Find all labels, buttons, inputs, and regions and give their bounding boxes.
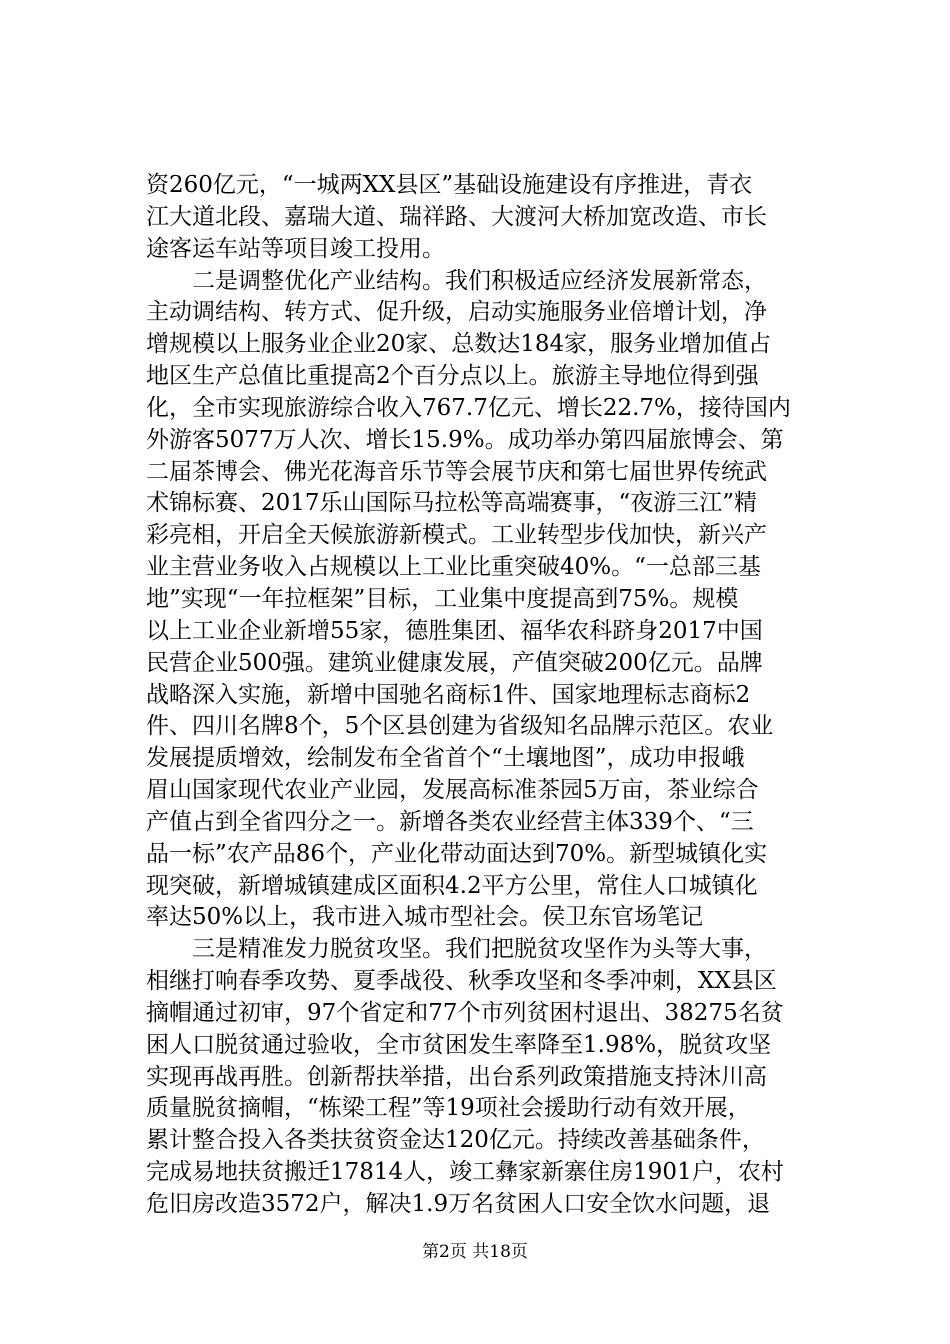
text-line: 困人口脱贫通过验收，全市贫困发生率降至1.98%，脱贫攻坚: [146, 1031, 772, 1058]
text-line: 术锦标赛、2017乐山国际马拉松等高端赛事，“夜游三江”精: [146, 490, 758, 517]
text-line: 产值占到全省四分之一。新增各类农业经营主体339个、“三: [146, 808, 754, 835]
text-line: 三是精准发力脱贫攻坚。我们把脱贫攻坚作为头等大事，: [146, 936, 767, 963]
text-line: 二届茶博会、佛光花海音乐节等会展节庆和第七届世界传统武: [146, 458, 767, 485]
text-line: 民营企业500强。建筑业健康发展，产值突破200亿元。品牌: [146, 649, 763, 676]
text-line: 现突破，新增城镇建成区面积4.2平方公里，常住人口城镇化: [146, 872, 758, 899]
text-line: 增规模以上服务业企业20家、总数达184家，服务业增加值占: [146, 331, 772, 358]
text-line: 率达50%以上，我市进入城市型社会。侯卫东官场笔记: [146, 904, 704, 931]
text-line: 江大道北段、嘉瑞大道、瑞祥路、大渡河大桥加宽改造、市长: [146, 203, 767, 230]
text-line: 二是调整优化产业结构。我们积极适应经济发展新常态，: [146, 267, 767, 294]
text-line: 发展提质增效，绘制发布全省首个“土壤地图”，成功申报峨: [146, 745, 745, 772]
page-footer: [0, 1240, 950, 1264]
text-line: 摘帽通过初审，97个省定和77个市列贫困村退出、38275名贫: [146, 999, 784, 1026]
text-line: 地”实现“一年拉框架”目标，工业集中度提高到75%。规模: [146, 585, 739, 612]
text-line: 以上工业企业新增55家，德胜集团、福华农科跻身2017中国: [146, 617, 763, 644]
text-line: 业主营业务收入占规模以上工业比重突破40%。“一总部三基: [146, 554, 761, 581]
text-line: 眉山国家现代农业产业园，发展高标准茶园5万亩，茶业综合: [146, 777, 759, 804]
text-line: 资260亿元，“一城两XX县区”基础设施建设有序推进，青衣: [146, 172, 753, 198]
text-line: 相继打响春季攻势、夏季战役、秋季攻坚和冬季冲刺，XX县区: [146, 968, 777, 995]
text-line: 途客运车站等项目竣工投用。: [146, 235, 445, 262]
text-line: 实现再战再胜。创新帮扶举措，出台系列政策措施支持沐川高: [146, 1063, 767, 1090]
text-line: 品一标”农产品86个，产业化带动面达到70%。新型城镇化实: [146, 840, 768, 867]
body-text: [146, 170, 826, 1221]
text-line: 主动调结构、转方式、促升级，启动实施服务业倍增计划，净: [146, 299, 767, 326]
text-line: 件、四川名牌8个，5个区县创建为省级知名品牌示范区。农业: [146, 713, 774, 740]
text-line: 外游客5077万人次、增长15.9%。成功举办第四届旅博会、第: [146, 426, 784, 453]
text-line: 彩亮相，开启全天候旅游新模式。工业转型步伐加快，新兴产: [146, 522, 767, 549]
text-line: 危旧房改造3572户，解决1.9万名贫困人口安全饮水问题，退: [146, 1191, 771, 1217]
text-line: 完成易地扶贫搬迁17814人，竣工彝家新寨住房1901户，农村: [146, 1159, 784, 1186]
text-line: 战略深入实施，新增中国驰名商标1件、国家地理标志商标2: [146, 681, 751, 708]
text-line: 地区生产总值比重提高2个百分点以上。旅游主导地位得到强: [146, 363, 759, 390]
text-line: 累计整合投入各类扶贫资金达120亿元。持续改善基础条件，: [146, 1127, 765, 1154]
page-number-label: 第2页 共18页: [422, 1242, 528, 1262]
text-line: 化，全市实现旅游综合收入767.7亿元、增长22.7%，接待国内: [146, 394, 791, 421]
text-line: 质量脱贫摘帽，“栋梁工程”等19项社会援助行动有效开展，: [146, 1095, 751, 1122]
